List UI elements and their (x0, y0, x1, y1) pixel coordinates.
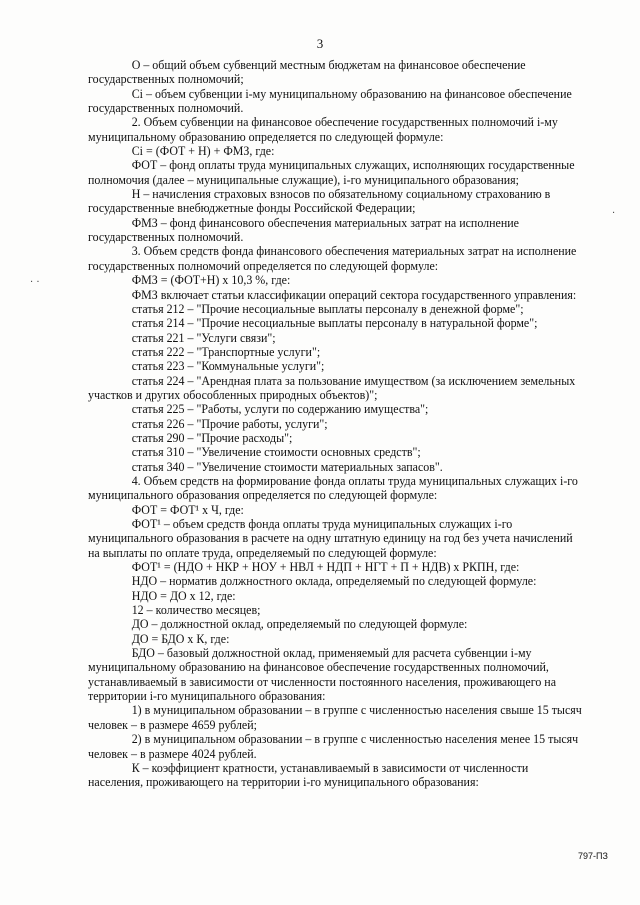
text-line: статья 212 – "Прочие несоциальные выплаты персоналу в денежной форме"; (131, 301, 524, 316)
text-line: 4. Объем средств на формирование фонда оплаты труда муниципальных служащих i-го (131, 473, 578, 488)
page-number: 3 (316, 36, 324, 51)
text-line: НДО – норматив должностного оклада, определяемый по следующей формуле: (131, 574, 537, 589)
text-line: О – общий объем субвенций местным бюджетам на финансовое обеспечение (131, 58, 526, 72)
text-line: человек – в размере 4659 рублей; (88, 717, 257, 732)
text-line: статья 225 – "Работы, услуги по содержанию имущества"; (131, 402, 429, 417)
text-line: ФМЗ – фонд финансового обеспечения материальных затрат на исполнение (131, 215, 519, 230)
text-line: муниципального образования в расчете на одну штатную единицу на год без учета начислений (88, 531, 573, 546)
text-line: полномочия (далее – муниципальные служащие), i-го муниципального образования; (88, 172, 519, 187)
text-line: статья 226 – "Прочие работы, услуги"; (131, 416, 328, 431)
text-line: устанавливаемый в зависимости от численности постоянного населения, проживающего на (88, 674, 557, 689)
text-line: муниципальному образованию на финансовое обеспечение государственных полномочий, (88, 660, 549, 675)
scan-mark: · (612, 208, 616, 219)
text-line: Сi – объем субвенции i-му муниципальному образованию на финансовое обеспечение (131, 86, 572, 101)
text-line: ДО = БДО х К, где: (131, 631, 230, 646)
text-line: на выплаты по оплате труда, определяемый по следующей формуле: (88, 545, 437, 560)
text-line: статья 290 – "Прочие расходы"; (131, 430, 293, 445)
document-code: 797-ПЗ (578, 851, 608, 861)
text-line: НДО = ДО х 12, где: (131, 588, 236, 603)
text-line: территории i-го муниципального образования: (88, 689, 326, 704)
text-line: 12 – количество месяцев; (131, 603, 261, 618)
text-line: ФОТ = ФОТ¹ х Ч, где: (131, 502, 244, 517)
text-line: государственных полномочий. (88, 101, 244, 116)
text-line: населения, проживающего на территории i-го муниципального образования: (88, 775, 479, 790)
text-line: статья 310 – "Увеличение стоимости основных средств"; (131, 445, 421, 460)
text-line: ФМЗ включает статьи классификации операций сектора государственного управления: (131, 287, 577, 302)
text-line: ФОТ¹ – объем средств фонда оплаты труда муниципальных служащих i-го (131, 517, 513, 531)
text-line: ДО – должностной оклад, определяемый по следующей формуле: (131, 617, 468, 632)
text-line: государственных полномочий. (88, 230, 244, 245)
text-line: государственных полномочий определяется по следующей формуле: (88, 258, 439, 273)
text-line: статья 214 – "Прочие несоциальные выплаты персоналу в натуральной форме"; (131, 316, 538, 331)
text-line: статья 221 – "Услуги связи"; (131, 330, 276, 345)
text-line: 2) в муниципальном образовании – в группе с численностью населения менее 15 тысяч (131, 732, 579, 747)
text-line: Сi = (ФОТ + Н) + ФМЗ, где: (131, 144, 275, 159)
text-line: ФОТ – фонд оплаты труда муниципальных служащих, исполняющих государственные (131, 158, 575, 173)
text-line: 3. Объем средств фонда финансового обеспечения материальных затрат на исполнение (131, 244, 577, 259)
text-line: К – коэффициент кратности, устанавливаемый в зависимости от численности (131, 760, 529, 775)
text-line: 2. Объем субвенции на финансовое обеспечение государственных полномочий i-му (131, 115, 558, 130)
scan-mark: · · (30, 277, 40, 288)
text-line: человек – в размере 4024 рублей. (88, 746, 257, 761)
text-line: 1) в муниципальном образовании – в группе с численностью населения свыше 15 тысяч (131, 703, 582, 718)
text-line: муниципальному образованию определяется по следующей формуле: (88, 129, 444, 144)
text-line: статья 224 – "Арендная плата за пользование имуществом (за исключением земельных (131, 373, 576, 388)
text-line: ФМЗ = (ФОТ+Н) х 10,3 %, где: (131, 273, 291, 288)
text-line: БДО – базовый должностной оклад, применяемый для расчета субвенции i-му (131, 646, 532, 661)
text-line: участков и других обособленных природных объектов)"; (88, 387, 378, 402)
text-line: Н – начисления страховых взносов по обязательному социальному страхованию в (131, 187, 551, 202)
document-body (88, 58, 614, 790)
text-line: статья 340 – "Увеличение стоимости материальных запасов". (131, 459, 443, 474)
text-line: статья 223 – "Коммунальные услуги"; (131, 359, 325, 374)
text-line: муниципального образования определяется по следующей формуле: (88, 488, 438, 503)
text-line: государственные внебюджетные фонды Российской Федерации; (88, 201, 416, 216)
text-line: ФОТ¹ = (НДО + НКР + НОУ + НВЛ + НДП + НГТ + П + НДВ) х РКПН, где: (131, 560, 520, 575)
text-line: государственных полномочий; (88, 72, 244, 87)
text-line: статья 222 – "Транспортные услуги"; (131, 344, 321, 359)
